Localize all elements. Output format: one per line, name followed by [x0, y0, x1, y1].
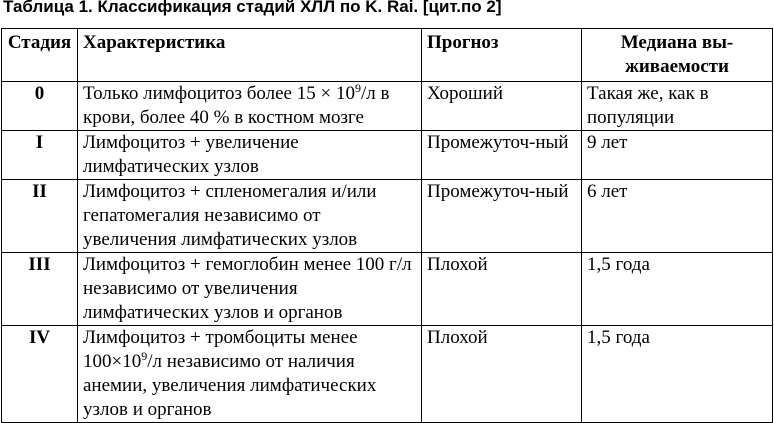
characteristic-text: /л независимо от наличия анемии, увеличения лимфатических узлов и органов: [83, 351, 377, 420]
characteristic-text: Только лимфоцитоз более 15 × 10: [83, 83, 355, 104]
characteristic-cell: Лимфоцитоз + увеличение лимфатических узлов: [78, 131, 422, 180]
table-row: [2, 180, 773, 253]
median-survival-cell: 1,5 года: [582, 253, 773, 326]
stage-cell: IV: [2, 326, 78, 423]
rai-classification-table: [1, 28, 773, 423]
table-header-row: [2, 29, 773, 82]
characteristic-cell: [78, 82, 422, 131]
prognosis-cell: Плохой: [422, 253, 582, 326]
stage-cell: I: [2, 131, 78, 180]
table-row: [2, 253, 773, 326]
stage-cell: III: [2, 253, 78, 326]
header-stage: Стадия: [2, 29, 78, 82]
table-row: [2, 131, 773, 180]
prognosis-cell: Хороший: [422, 82, 582, 131]
characteristic-cell: Лимфоцитоз + гемоглобин менее 100 г/л независимо от увеличения лимфатических узлов и органов: [78, 253, 422, 326]
characteristic-cell: Лимфоцитоз + спленомегалия и/или гепатомегалия независимо от увеличения лимфатических узлов: [78, 180, 422, 253]
prognosis-cell: Плохой: [422, 326, 582, 423]
stage-cell: 0: [2, 82, 78, 131]
median-survival-cell: 9 лет: [582, 131, 773, 180]
prognosis-cell: Промежуточ-ный: [422, 131, 582, 180]
median-survival-cell: 1,5 года: [582, 326, 773, 423]
median-survival-cell: Такая же, как в популяции: [582, 82, 773, 131]
characteristic-text: Лимфоцитоз + тромбоциты менее 100×10: [83, 327, 358, 372]
header-median-survival: Медиана вы-живаемости: [582, 29, 773, 82]
exponent: 9: [141, 349, 148, 363]
exponent: 9: [354, 81, 361, 95]
table-caption: Таблица 1. Классификация стадий ХЛЛ по K. Rai. [цит.по 2]: [3, 0, 502, 16]
stage-cell: II: [2, 180, 78, 253]
table-row: [2, 82, 773, 131]
median-survival-cell: 6 лет: [582, 180, 773, 253]
table-row: [2, 326, 773, 423]
characteristic-cell: [78, 326, 422, 423]
header-prognosis: Прогноз: [422, 29, 582, 82]
header-characteristic: Характеристика: [78, 29, 422, 82]
prognosis-cell: Промежуточ-ный: [422, 180, 582, 253]
characteristic-text: /л в крови, более 40 % в костном мозге: [83, 83, 390, 128]
